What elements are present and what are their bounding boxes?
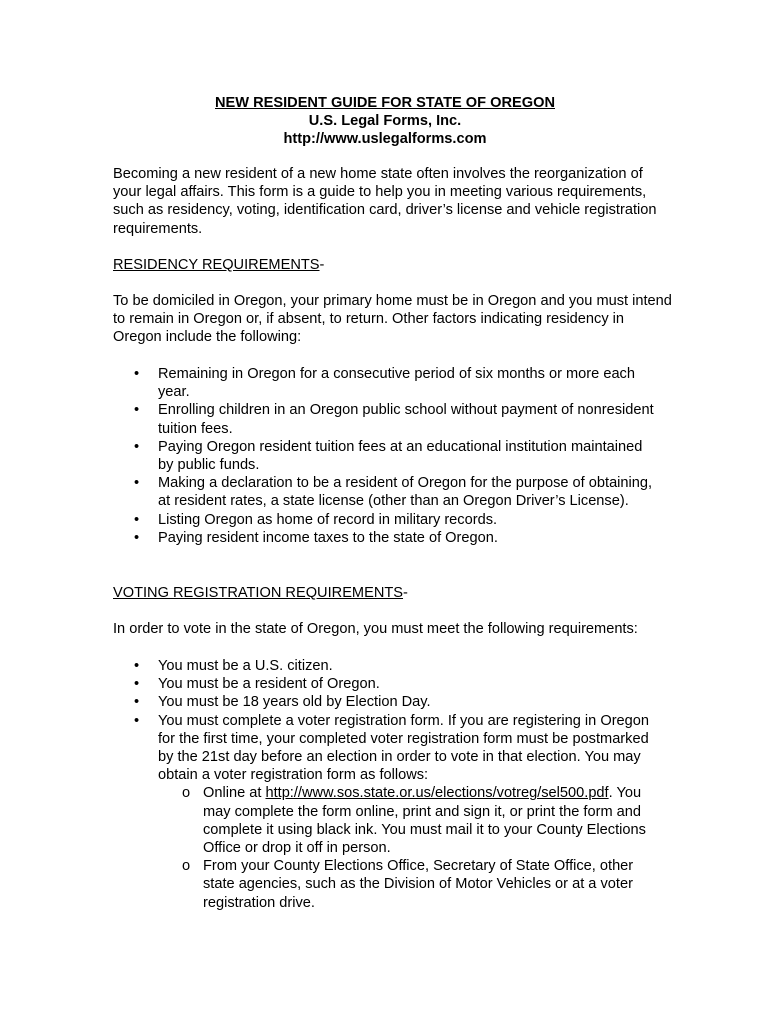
document-title: NEW RESIDENT GUIDE FOR STATE OF OREGON [215, 95, 555, 111]
list-item-text: You must be 18 years old by Election Day. [158, 694, 431, 711]
bullet-icon: • [134, 366, 140, 382]
voting-heading-suffix: - [403, 585, 408, 601]
voter-registration-link[interactable]: http://www.sos.state.or.us/elections/votreg/sel500.pdf [265, 785, 609, 802]
residency-heading-suffix: - [319, 257, 325, 273]
bullet-icon: • [134, 712, 140, 729]
list-item [113, 365, 658, 401]
company-url: http://www.uslegalforms.com [283, 131, 487, 148]
sub-list-item [158, 784, 658, 857]
bullet-icon: • [134, 475, 140, 492]
sub-bullet-icon: o [182, 858, 191, 875]
bullet-icon: • [134, 676, 140, 693]
document-header [0, 94, 770, 149]
voting-heading-text: VOTING REGISTRATION REQUIREMENTS [113, 585, 404, 601]
office-text: From your County Elections Office, Secretary of State Office, other state agencies, such as the Division of Motor Vehicles or at a voter registration drive. [203, 858, 634, 911]
bullet-icon: • [134, 658, 140, 674]
online-rest: . You may complete the form online, print and sign it, or print the form and complete it using black ink. You must mail it to your County Elections Office or drop it off in person. [203, 785, 646, 857]
list-item [113, 693, 658, 711]
list-item-text: You must be a U.S. citizen. [158, 658, 333, 674]
list-item [113, 529, 658, 547]
list-item [113, 712, 658, 912]
list-item [113, 511, 658, 529]
list-item [113, 675, 658, 693]
online-prefix: Online at [203, 785, 266, 802]
list-item-text: Listing Oregon as home of record in military records. [158, 511, 498, 528]
bullet-icon: • [134, 511, 140, 528]
list-item [113, 401, 658, 437]
bullet-icon: • [134, 694, 140, 711]
residency-list [113, 365, 658, 547]
voter-form-sources [158, 784, 658, 911]
bullet-icon: • [134, 529, 140, 546]
company-name: U.S. Legal Forms, Inc. [308, 113, 462, 130]
sub-list-item [158, 857, 658, 912]
list-item-text: Making a declaration to be a resident of Oregon for the purpose of obtaining, at resident rates, a state license (other than an Oregon Driver’s License). [158, 475, 653, 510]
residency-heading-text: RESIDENCY REQUIREMENTS [113, 257, 320, 273]
residency-paragraph: To be domiciled in Oregon, your primary home must be in Oregon and you must intend to remain in Oregon or, if absent, to return. Other factors indicating residency in Oregon include the following: [113, 293, 672, 346]
bullet-icon: • [134, 438, 140, 455]
voting-heading [113, 584, 673, 602]
list-item-text: Paying resident income taxes to the state of Oregon. [158, 529, 498, 546]
sub-bullet-icon: o [182, 785, 191, 802]
list-item-text: You must complete a voter registration form. If you are registering in Oregon for the first time, your completed voter registration form must be postmarked by the 21st day before an election in order to vote in that election. You may obtain a voter registration form as follows: [158, 712, 650, 784]
intro-paragraph: Becoming a new resident of a new home state often involves the reorganization of your legal affairs. This form is a guide to help you in meeting various requirements, such as residency, voting, identification card, driver’s license and vehicle registration requirements. [113, 166, 657, 237]
voting-list [113, 657, 658, 912]
list-item-text: Enrolling children in an Oregon public school without payment of nonresident tuition fees. [158, 402, 654, 437]
list-item [113, 657, 658, 675]
list-item-text: Remaining in Oregon for a consecutive period of six months or more each year. [158, 366, 635, 401]
list-item [113, 438, 658, 474]
bullet-icon: • [134, 402, 140, 419]
residency-heading [113, 256, 673, 274]
list-item-text: You must be a resident of Oregon. [158, 676, 380, 693]
list-item [113, 474, 658, 510]
list-item-text: Paying Oregon resident tuition fees at an educational institution maintained by public funds. [158, 438, 643, 474]
voting-paragraph: In order to vote in the state of Oregon, you must meet the following requirements: [113, 621, 638, 637]
